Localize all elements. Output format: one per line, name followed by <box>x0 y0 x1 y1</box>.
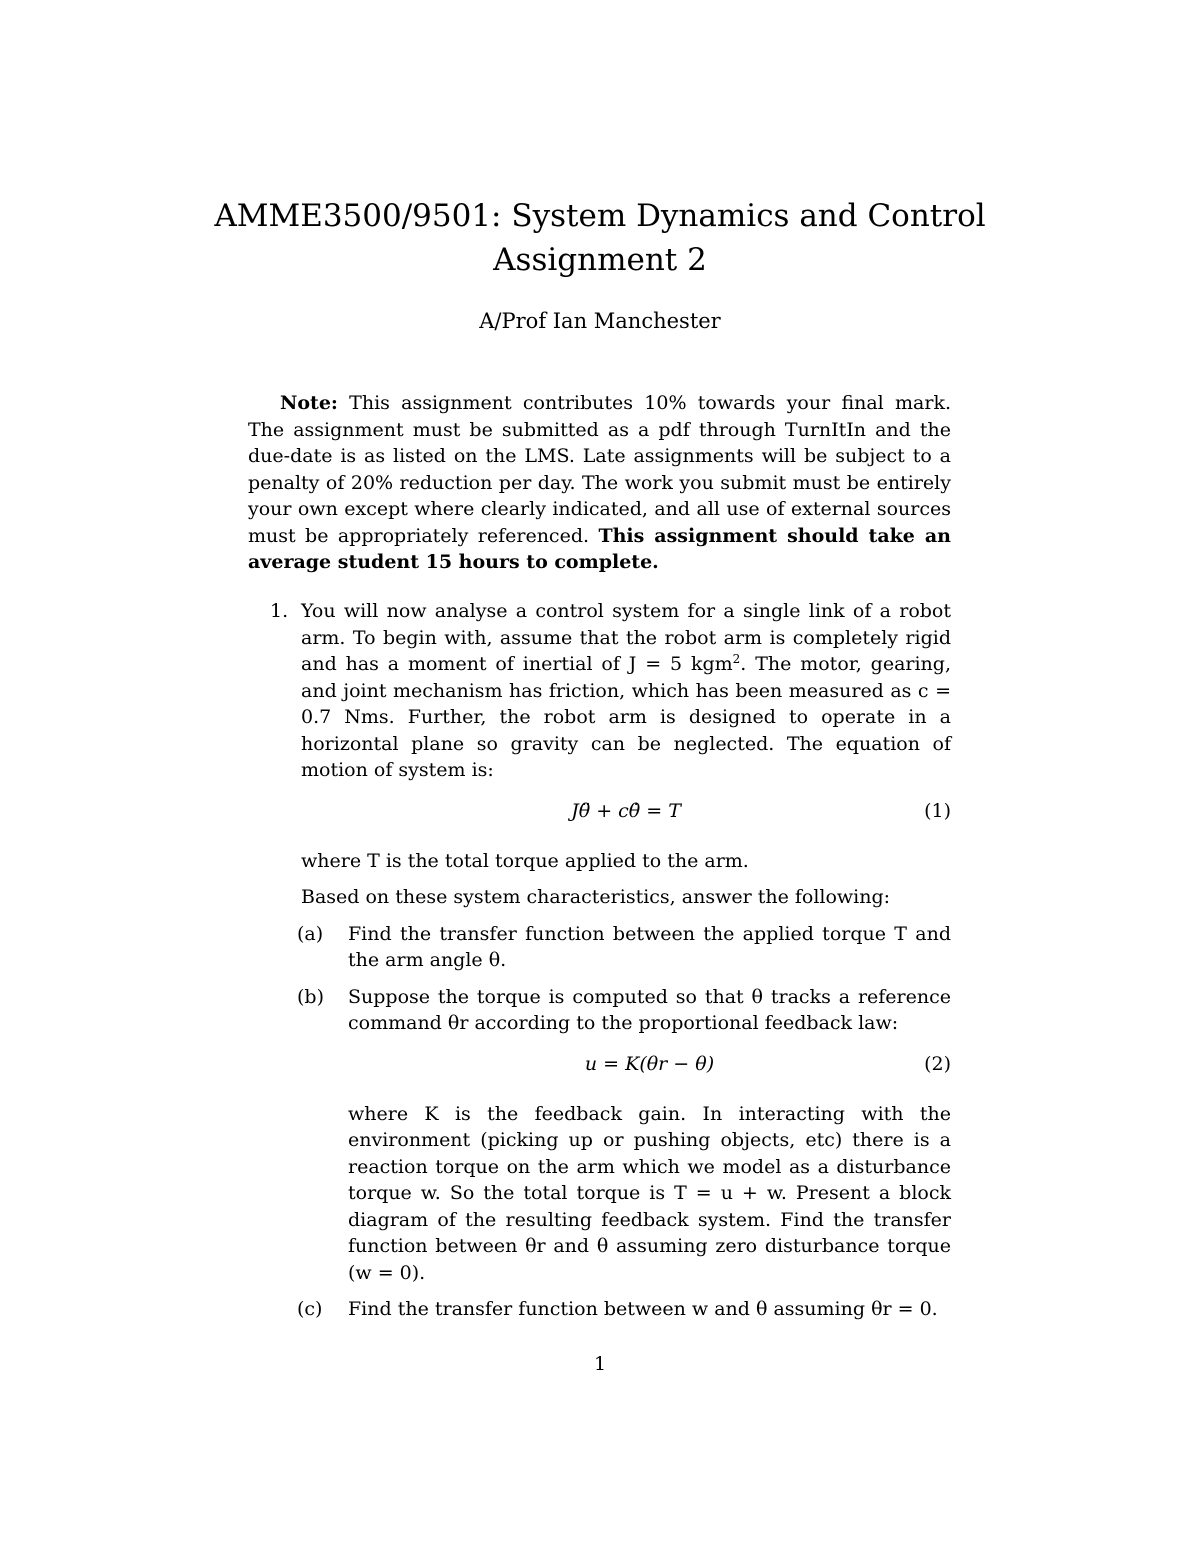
equation-1-expression: Jθ̈ + cθ̇ = T <box>571 799 681 822</box>
author: A/Prof Ian Manchester <box>479 309 721 333</box>
intro-text-a: You will now analyse a control system for a single link of a robot arm. To begin with, assume that the robot arm is completely rigid and has a moment of inertial of J = 5 kgm <box>301 600 951 675</box>
part-a-text: Find the transfer function between the applied torque T and the arm angle θ. <box>348 922 951 971</box>
note-paragraph <box>248 390 951 576</box>
part-b <box>297 984 951 1287</box>
question-body <box>297 598 951 1323</box>
equation-1 <box>301 798 951 836</box>
note-emphasis: This assignment should take an average student 15 hours to complete. <box>248 524 951 573</box>
based-on-text: Based on these system characteristics, answer the following: <box>301 886 891 908</box>
title-line-1: AMME3500/9501: System Dynamics and Control <box>214 198 986 234</box>
equation-2 <box>348 1051 951 1089</box>
question-number: 1. <box>270 600 289 622</box>
question-1 <box>248 598 951 1323</box>
equation-2-number: (2) <box>924 1052 951 1075</box>
part-c <box>297 1296 951 1323</box>
note-text: This assignment contributes 10% towards your final mark. The assignment must be submitted as a pdf through TurnItIn and the due-date is as listed on the LMS. Late assignments will be subject to a penalty of 20% reduction per day. The work you submit must be entirely your own except where clearly indicated, and all use of external sources must be appropriately referenced. <box>248 392 951 547</box>
part-b-text: Suppose the torque is computed so that θ tracks a reference command θr according to the proportional feedback law: <box>348 985 951 1034</box>
part-c-label: (c) <box>297 1298 323 1320</box>
equation-1-number: (1) <box>924 799 951 822</box>
part-b-label: (b) <box>297 985 324 1008</box>
intro-superscript: 2 <box>732 652 741 666</box>
part-b-after-text: where K is the feedback gain. In interacting with the environment (picking up or pushing objects, etc) there is a reaction torque on the arm which we model as a disturbance torque w. So the total torque is T = u + w. Present a block diagram of the resulting feedback system. Find the transfer function between θr and θ assuming zero disturbance torque (w = 0). <box>348 1102 951 1284</box>
part-c-text: Find the transfer function between w and θ assuming θr = 0. <box>348 1298 938 1320</box>
intro-text-b: . The motor, gearing, and joint mechanism has friction, which has been measured as c = 0.7 Nms. Further, the robot arm is designed to operate in a horizontal plane so gravity can be neglected. The equation of motion of system is: <box>301 653 951 781</box>
page-number: 1 <box>593 1353 607 1375</box>
where-torque-text: where T is the total torque applied to the arm. <box>301 849 749 872</box>
part-a-label: (a) <box>297 922 324 945</box>
equation-2-expression: u = K(θr − θ) <box>584 1052 715 1075</box>
part-a <box>297 921 951 974</box>
question-intro <box>301 598 951 784</box>
title-line-2: Assignment 2 <box>493 242 707 278</box>
note-label: Note: <box>280 392 338 414</box>
